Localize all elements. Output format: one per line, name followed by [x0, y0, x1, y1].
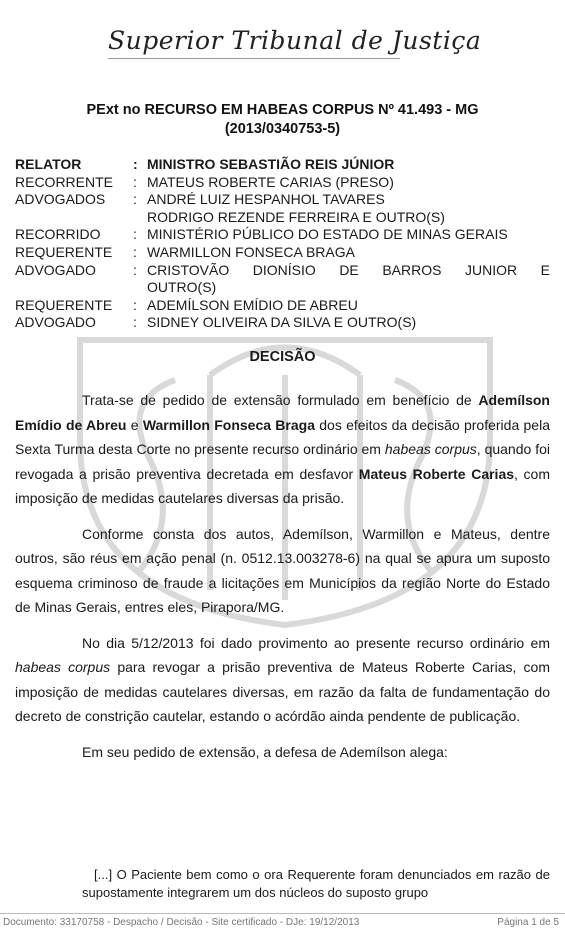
party-row	[15, 209, 550, 227]
party-value: MINISTRO SEBASTIÃO REIS JÚNIOR	[147, 156, 395, 172]
party-label: ADVOGADO	[15, 314, 96, 331]
party-value: RODRIGO REZENDE FERREIRA E OUTRO(S)	[147, 208, 445, 225]
text-run: No dia 5/12/2013 foi dado provimento ao presente recurso ordinário em	[82, 634, 550, 651]
party-label: ADVOGADO	[15, 261, 96, 278]
text-run: dos efeitos da decisão proferida pela Sexta Turma desta Corte no presente recurso ordinário em	[15, 416, 550, 457]
party-label: REQUERENTE	[15, 243, 113, 260]
party-colon: :	[133, 296, 137, 313]
party-colon	[133, 279, 147, 297]
paragraph	[15, 631, 550, 729]
latin-term: habeas corpus	[15, 659, 111, 675]
party-colon: :	[133, 173, 137, 190]
party-colon	[133, 209, 147, 227]
party-label	[15, 209, 133, 227]
paragraph: Conforme consta dos autos, Ademílson, Warmillon e Mateus, dentre outros, são réus em ação penal (n. 0512.13.003278-6) na qual se apura um suposto esquema criminoso de fraude a licitações em Municípios da região Norte do Estado de Minas Gerais, entres eles, Pirapora/MG.	[15, 525, 550, 615]
party-value: CRISTOVÃO DIONÍSIO DE BARROS JUNIOR E	[147, 261, 550, 278]
party-label	[15, 279, 133, 297]
party-label: RELATOR	[15, 156, 82, 172]
party-row	[15, 174, 550, 192]
party-row	[15, 314, 550, 332]
case-title: PExt no RECURSO EM HABEAS CORPUS Nº 41.493 - MG	[86, 102, 479, 118]
party-row	[15, 279, 550, 297]
text-run: para revogar a prisão preventiva de Mateus Roberte Carias, com imposição de medidas cautelares diversas, em razão da falta de fundamentação do decreto de constrição cautelar, estando o acórdão ainda pendente de publicação.	[15, 659, 551, 724]
party-row	[15, 156, 550, 174]
footer-page-number: Página 1 de 5	[497, 917, 559, 928]
party-row	[15, 244, 550, 262]
name-ademilson: Ademílson Emídio de Abreu	[15, 392, 550, 433]
party-row	[15, 297, 550, 315]
party-colon: :	[133, 156, 138, 172]
name-warmillon: Warmillon Fonseca Braga	[142, 416, 315, 433]
party-label: REQUERENTE	[15, 296, 113, 313]
quoted-excerpt: [...] O Paciente bem como o ora Requerente foram denunciados em razão de supostamente integrarem um dos núcleos do suposto grupo	[82, 867, 550, 900]
party-colon: :	[133, 191, 137, 208]
paragraph: Em seu pedido de extensão, a defesa de Ademílson alega:	[82, 743, 448, 760]
parties-block	[15, 156, 550, 332]
party-row	[15, 226, 550, 244]
party-label: ADVOGADOS	[15, 191, 106, 208]
party-row	[15, 191, 550, 209]
party-colon: :	[133, 261, 137, 278]
party-value: MINISTÉRIO PÚBLICO DO ESTADO DE MINAS GERAIS	[147, 226, 508, 243]
party-value: ADEMÍLSON EMÍDIO DE ABREU	[147, 296, 358, 313]
text-run: , quando foi revogada a prisão preventiva decretada em desfavor	[15, 441, 550, 482]
decision-heading: DECISÃO	[249, 349, 316, 365]
case-number: (2013/0340753-5)	[224, 121, 341, 137]
party-value: WARMILLON FONSECA BRAGA	[147, 243, 355, 260]
decision-body	[15, 388, 550, 775]
party-value: MATEUS ROBERTE CARIAS (PRESO)	[147, 173, 394, 190]
header-rule	[108, 58, 400, 59]
text-run: Trata-se de pedido de extensão formulado em benefício de	[82, 392, 479, 408]
party-row	[15, 262, 550, 280]
party-value: ANDRÉ LUIZ HESPANHOL TAVARES	[147, 191, 385, 208]
latin-term: habeas corpus	[384, 441, 477, 457]
footer-document-info: Documento: 33170758 - Despacho / Decisão - Site certificado - DJe: 19/12/2013	[3, 917, 360, 928]
party-label: RECORRENTE	[15, 173, 114, 190]
party-colon: :	[133, 243, 137, 260]
party-value: SIDNEY OLIVEIRA DA SILVA E OUTRO(S)	[147, 314, 417, 331]
party-label: RECORRIDO	[15, 226, 101, 243]
footer-rule	[0, 913, 565, 914]
court-header: Superior Tribunal de Justiça	[108, 26, 482, 55]
paragraph	[15, 388, 550, 511]
name-mateus: Mateus Roberte Carias	[358, 465, 515, 482]
party-value: OUTRO(S)	[147, 279, 217, 296]
text-run: e	[126, 416, 143, 433]
party-colon: :	[133, 314, 137, 331]
text-run: , com imposição de medidas cautelares diversas da prisão.	[15, 465, 551, 506]
party-colon: :	[133, 226, 137, 243]
